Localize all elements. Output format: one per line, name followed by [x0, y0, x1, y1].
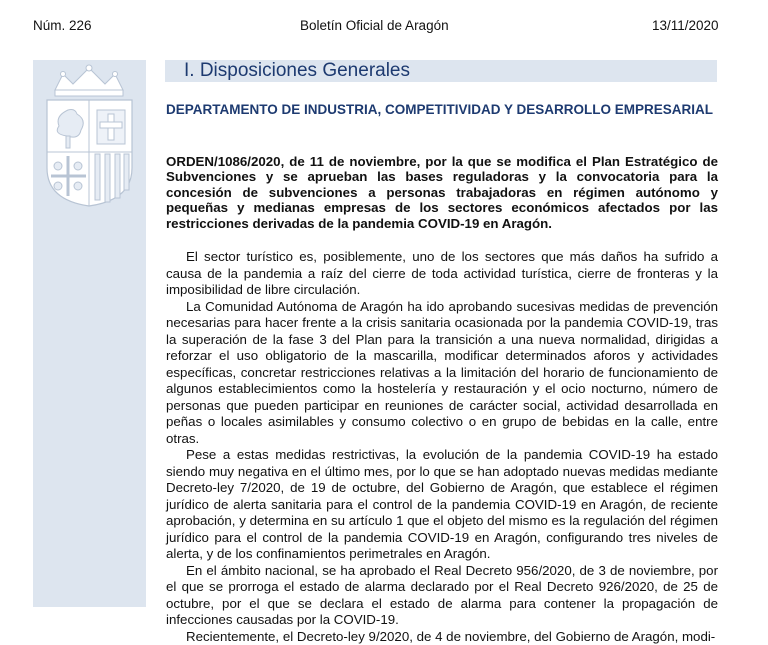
bulletin-number: Núm. 226: [33, 18, 92, 33]
aragon-coat-of-arms-icon: [33, 60, 146, 210]
page-header: [0, 0, 768, 44]
order-title: ORDEN/1086/2020, de 11 de noviembre, por la que se modifica el Plan Estratégico de Subvenciones y se aprueban las bases reguladoras y la convocatoria para la concesión de subvenciones a personas trabajadoras en régimen autónomo y pequeñas y medianas empresas de los sectores económicos afectados por las restricciones derivadas de la pandemia COVID-19 en Aragón.: [166, 154, 718, 231]
department-heading: DEPARTAMENTO DE INDUSTRIA, COMPETITIVIDAD Y DESARROLLO EMPRESARIAL: [166, 101, 718, 119]
document-body: [166, 249, 718, 645]
publication-title: Boletín Oficial de Aragón: [300, 18, 449, 33]
sidebar-strip: [33, 60, 146, 607]
body-paragraph: La Comunidad Autónoma de Aragón ha ido aprobando sucesivas medidas de prevención necesarias para hacer frente a la crisis sanitaria ocasionada por la pandemia COVID-19, tras la superación de la fase 3 del Plan para la transición a una nueva normalidad, dirigidas a reforzar el uso obligatorio de la mascarilla, modificar determinados aforos y actividades específicas, concretar restricciones relativas a la limitación del horario de funcionamiento de algunos establecimientos como la hostelería y restauración y el ocio nocturno, número de personas que pueden participar en reuniones de carácter social, actividad desarrollada en peñas o locales asimilables y consumo colectivo o en grupo de bebidas en la calle, entre otras.: [166, 299, 718, 448]
body-paragraph: Recientemente, el Decreto-ley 9/2020, de 4 de noviembre, del Gobierno de Aragón, modi-: [166, 629, 718, 645]
publication-date: 13/11/2020: [652, 18, 719, 33]
section-title: I. Disposiciones Generales: [184, 60, 410, 82]
body-paragraph: Pese a estas medidas restrictivas, la evolución de la pandemia COVID-19 ha estado siendo muy negativa en el último mes, por lo que se han adoptado nuevas medidas mediante Decreto-ley 7/2020, de 19 de octubre, del Gobierno de Aragón, que establece el régimen jurídico de alerta sanitaria para el control de la pandemia COVID-19 en Aragón, de reciente aprobación, y determina en su artículo 1 que el objeto del mismo es la regulación del régimen jurídico para el control de la pandemia COVID-19 en Aragón, configurando tres niveles de alerta, y de los confinamientos perimetrales en Aragón.: [166, 447, 718, 563]
body-paragraph: En el ámbito nacional, se ha aprobado el Real Decreto 956/2020, de 3 de noviembre, por el que se prorroga el estado de alarma declarado por el Real Decreto 926/2020, de 25 de octubre, por el que se declara el estado de alarma para contener la propagación de infecciones causadas por la COVID-19.: [166, 563, 718, 629]
body-paragraph: El sector turístico es, posiblemente, uno de los sectores que más daños ha sufrido a causa de la pandemia a raíz del cierre de toda actividad turística, cierre de fronteras y la imposibilidad de libre circulación.: [166, 249, 718, 299]
